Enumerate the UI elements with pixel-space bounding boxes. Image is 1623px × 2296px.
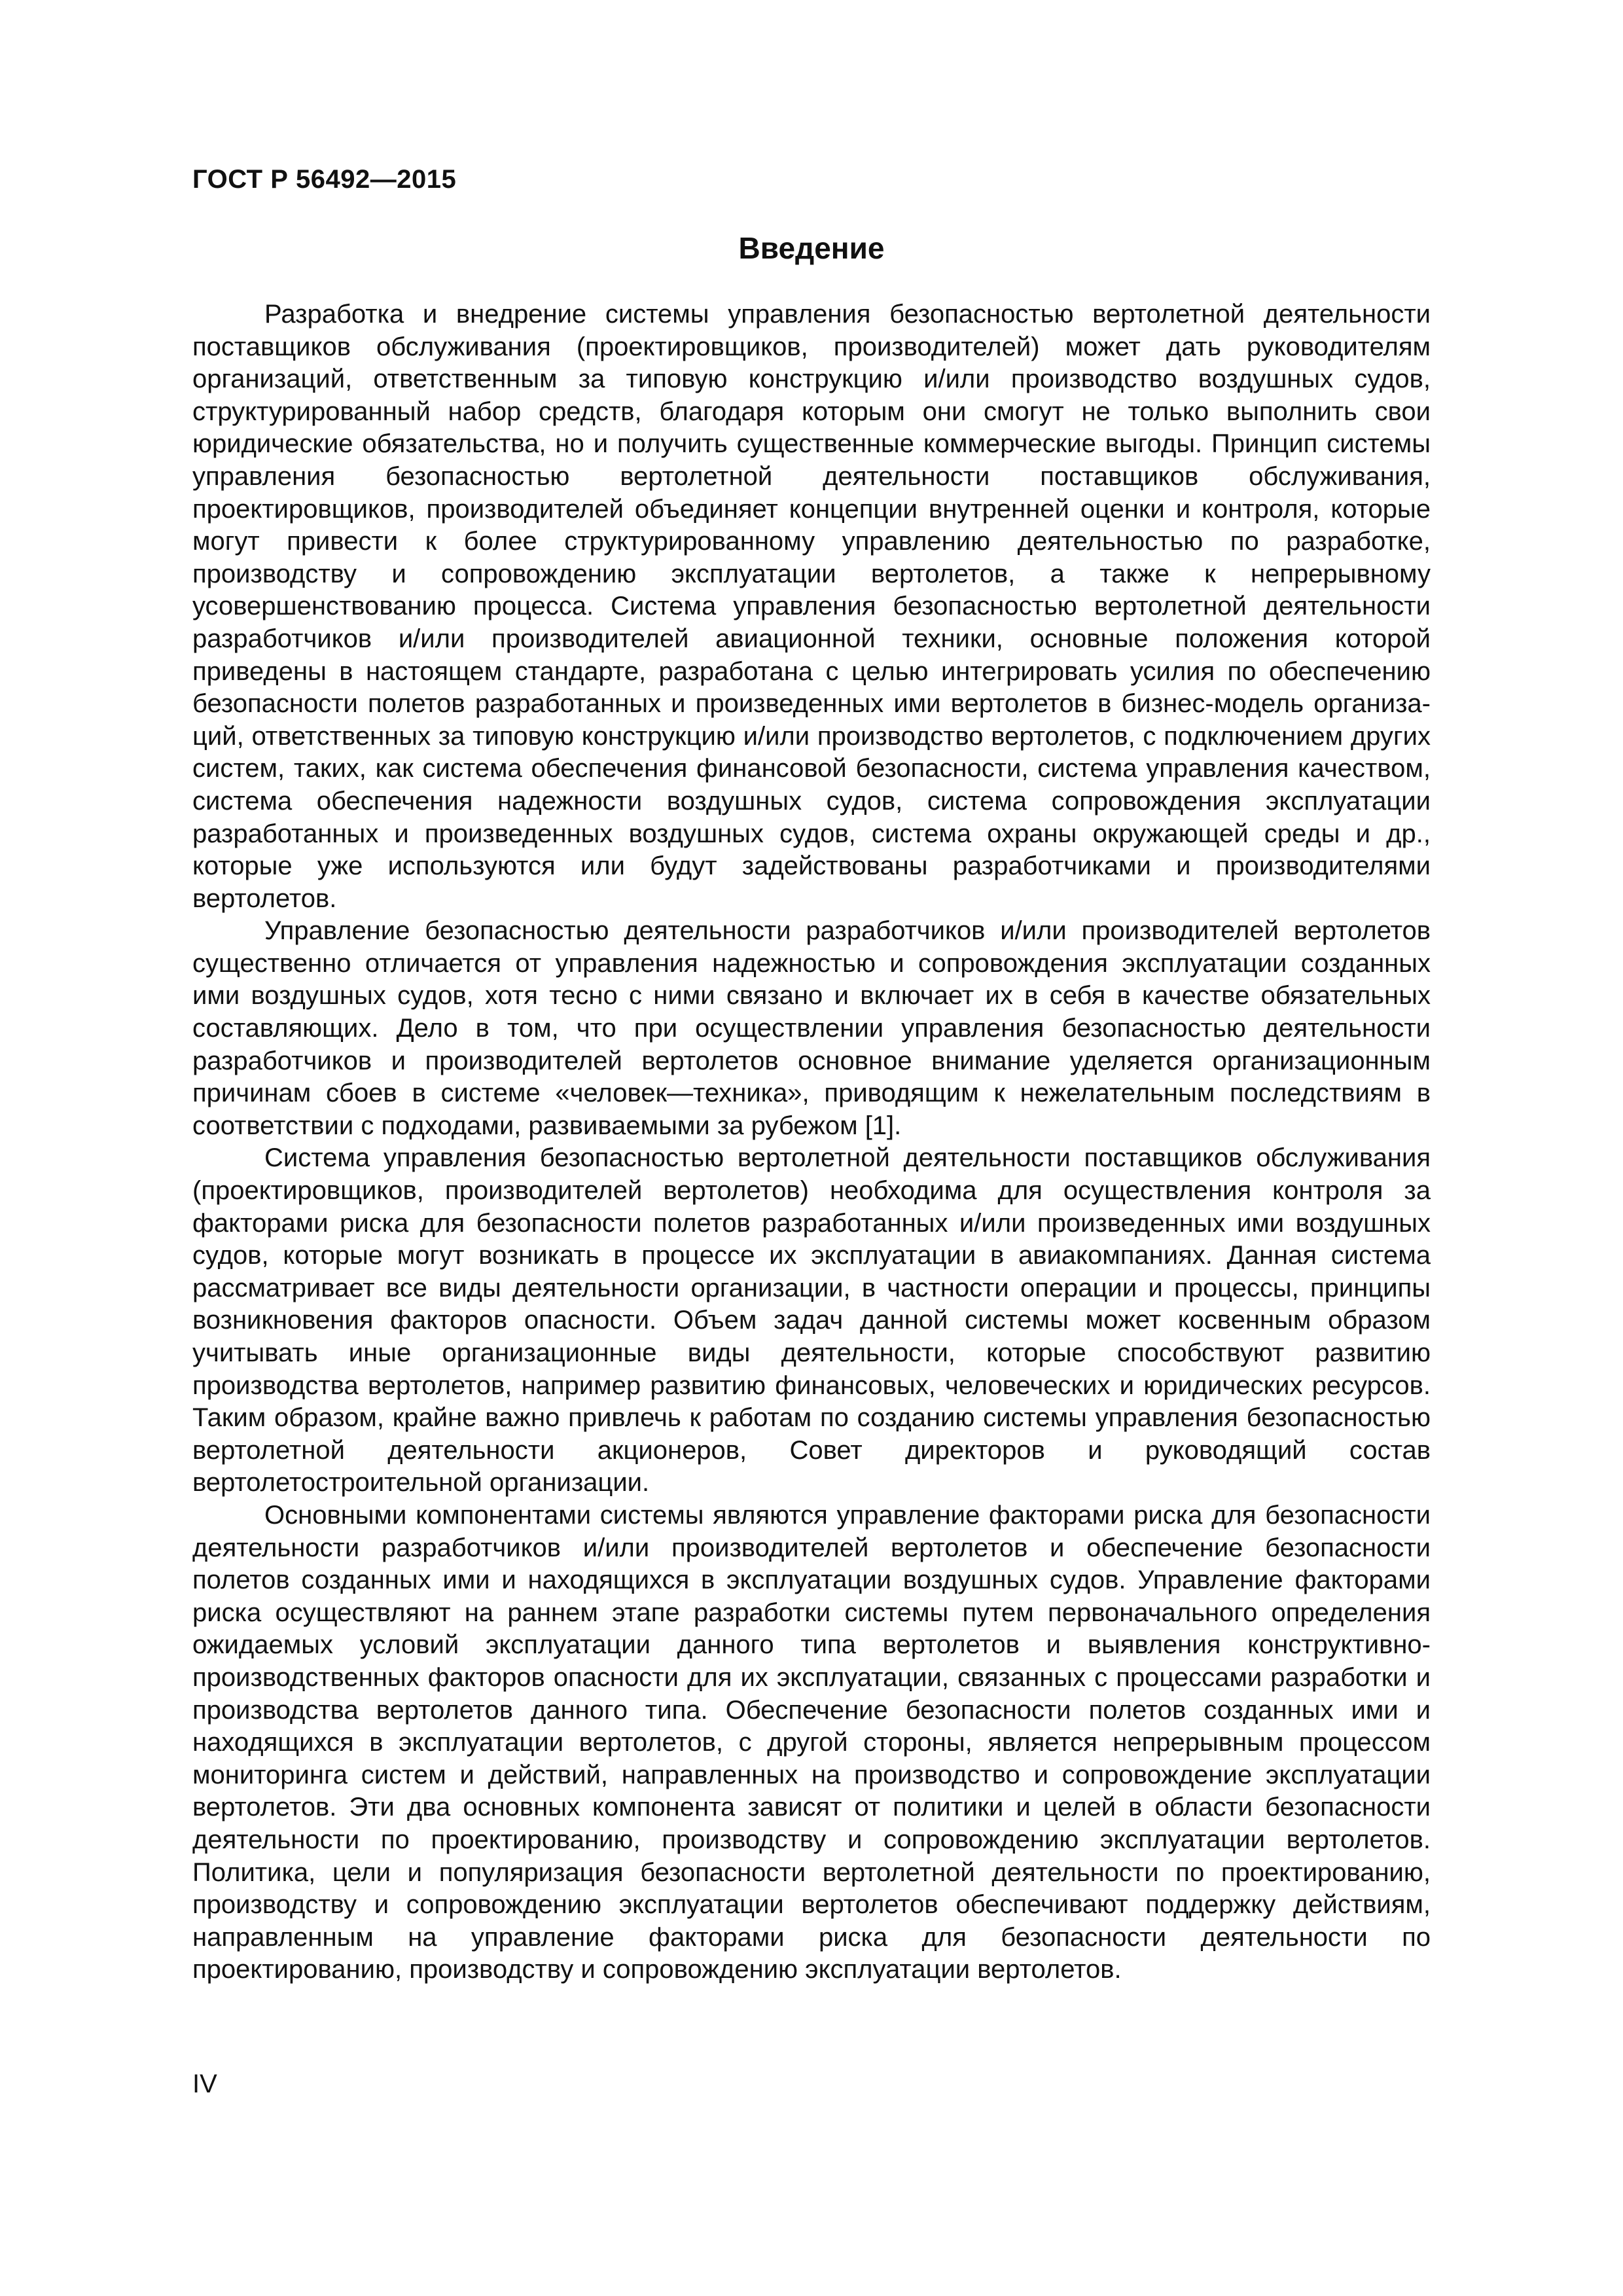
page-number: IV: [192, 2070, 217, 2098]
document-code: ГОСТ Р 56492—2015: [192, 165, 457, 194]
section-title: Введение: [738, 231, 885, 265]
paragraph: Система управления безопасностью вертолетной деятельности поставщиков обслуживания (проектировщиков, производителей вертолетов) необходима для осуществления контроля за факторами риска для безопасности полетов разработанных и/или произведенных ими воздушных судов, которые могут возникать в процессе их эксплуатации в авиакомпаниях. Данная система рассматривает все виды деятельности организации, в частности операции и процессы, принципы возникновения факторов опасности. Объем задач данной системы может косвенным образом учитывать иные организационные виды деятельности, которые способствуют развитию производства вертолетов, например развитию финансовых, человеческих и юридических ресурсов. Таким образом, крайне важно привлечь к работам по созданию системы управления безопасностью вертолетной деятельности акционеров, Совет директоров и руководящий состав вертолетостроительной организации.: [192, 1143, 1431, 1498]
body-text: [192, 298, 1431, 1986]
paragraph: Управление безопасностью деятельности разработчиков и/или производителей вертолетов существенно отличается от управления надежностью и сопровождения эксплуатации созданных ими воздушных судов, хотя тесно с ними связано и включает их в себя в качестве обязательных составляющих. Дело в том, что при осуществлении управления безопасностью деятельности разработчиков и производителей вертолетов основное внимание уделяется организационным причинам сбоев в системе «человек—техника», приводящим к нежелательным последствиям в соответствии с подходами, развиваемыми за рубежом [1].: [192, 916, 1431, 1140]
paragraph: Основными компонентами системы являются управление факторами риска для безопасности деятельности разработчиков и/или производителей вертолетов и обеспечение безопасности полетов созданных ими и находящихся в эксплуатации воздушных судов. Управление факторами риска осуществляют на раннем этапе разработки системы путем первоначального определения ожидаемых условий эксплуатации данного типа вертолетов и выявления конструктивно-производственных факторов опасности для их эксплуатации, связанных с процессами разработки и производства вертолетов данного типа. Обеспечение безопасности полетов созданных ими и находящихся в эксплуатации вертолетов, с другой стороны, является непрерывным процессом мониторинга систем и действий, направленных на производство и сопровождение эксплуатации вертолетов. Эти два основных компонента зависят от политики и целей в области безопасности деятельности по проектированию, производству и сопровождению эксплуатации вертолетов. Политика, цели и популяризация безопасности вертолетной деятельности по проектированию, производству и сопровождению эксплуатации вертолетов обеспечивают поддержку действиям, направленным на управление факторами риска для безопасности деятельности по проектированию, производству и сопровождению эксплуатации вертолетов.: [192, 1500, 1431, 1984]
paragraph: Разработка и внедрение системы управления безопасностью вертолетной деятельности поставщиков обслуживания (проектировщиков, производителей) может дать руководителям организаций, ответственным за типовую конструкцию и/или производство воздушных судов, структурированный набор средств, благодаря которым они смогут не только выполнить свои юридические обязательства, но и получить существенные коммерческие выгоды. Принцип системы управления безопасностью вертолетной деятельности поставщиков обслуживания, проектировщиков, производителей объединяет концепции внутренней оценки и контроля, которые могут привести к более структурированному управлению деятельностью по разработке, производству и сопровождению эксплуатации вертолетов, а также к непрерывному усовершенствованию процесса. Система управления безопасностью вертолетной деятельности разработчиков и/или производителей авиационной техники, основные положения которой приведены в настоящем стандарте, разработана с целью интегрировать усилия по обеспечению безопасности полетов разработанных и произведенных ими вертолетов в бизнес-модель организаций, ответственных за типовую конструкцию и/или производство вертолетов, с подключением других систем, таких, как система обеспечения финансовой безопасности, система управления качеством, система обеспечения надежности воздушных судов, система сопровождения эксплуатации разработанных и произведенных воздушных судов, система охраны окружающей среды и др., которые уже используются или будут задействованы разработчиками и производителями вертолетов.: [192, 300, 1431, 913]
